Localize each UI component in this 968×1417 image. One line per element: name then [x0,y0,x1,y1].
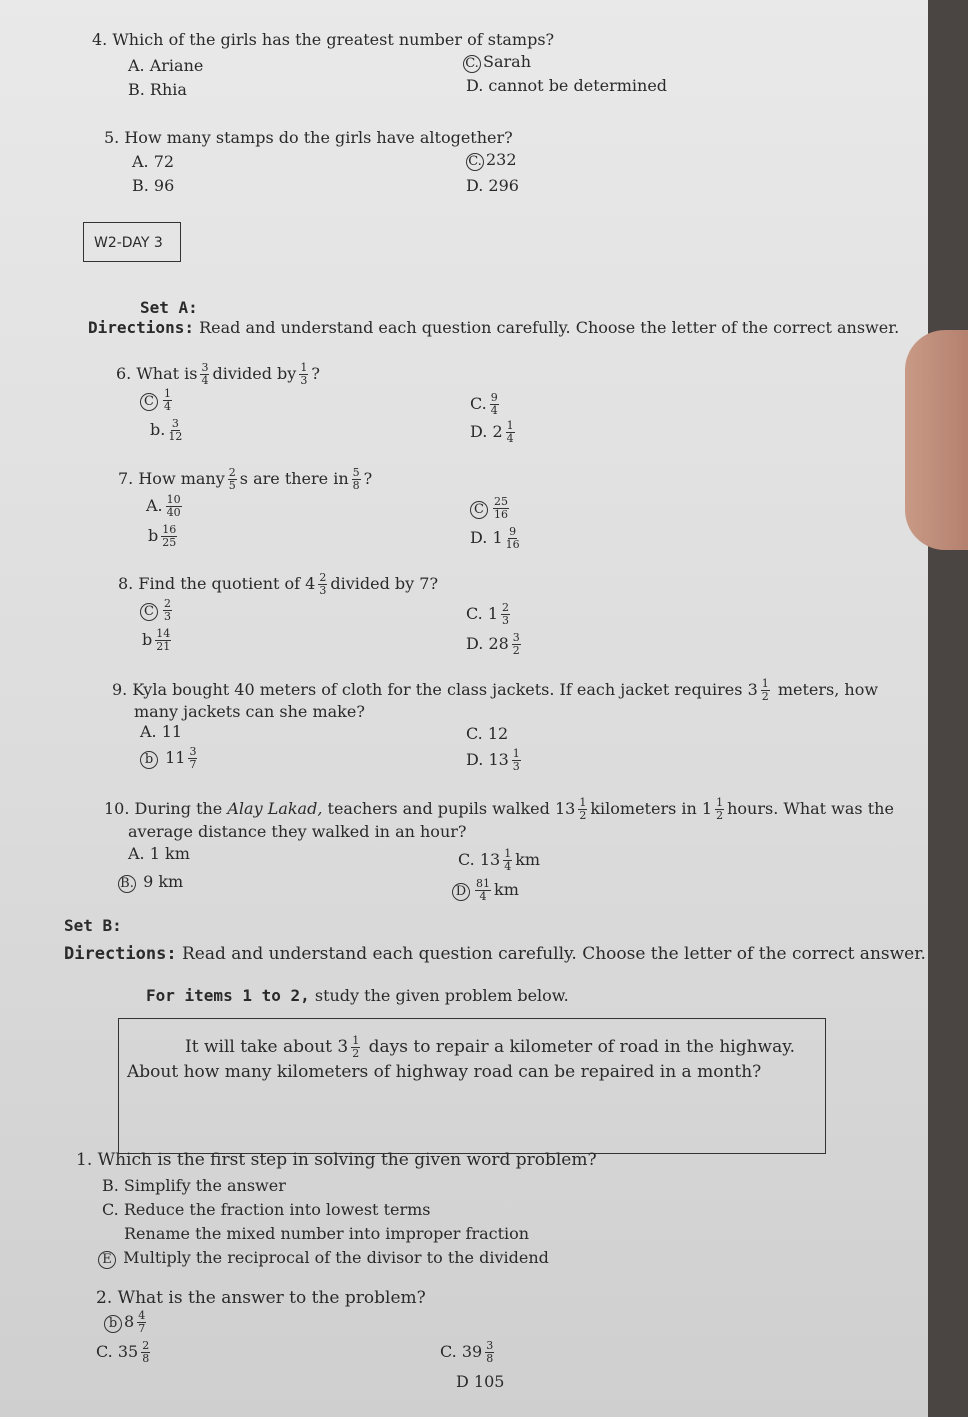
thumb [905,330,968,550]
q5-option-a: A. 72 [132,152,175,171]
q7-option-b: b $\frac{16}{25}$ [148,523,177,549]
q8-option-d: D. 28 $\frac{3}{2}$ [466,631,520,657]
q8-option-a: C $\frac{2}{3}$ [140,598,175,623]
q9-stem-line2: many jackets can she make? [134,702,365,721]
q5-option-b: B. 96 [132,176,175,195]
b1-option-rename: Rename the mixed number into improper fraction [124,1224,530,1243]
q8-stem: 8. Find the quotient of 4 $\frac{2}{3}$ divided by 7? [118,571,439,597]
q7-stem: 7. How many $\frac{2}{5}$ s are there in $\frac{5}{8}$ ? [118,466,373,492]
q7-option-a: A. $\frac{10}{40}$ [146,493,181,519]
q9-option-c: C. 12 [466,724,509,743]
set-b-directions: Directions: Read and understand each question carefully. Choose the letter of the correct answer. [64,944,926,964]
q10-stem: 10. During the Alay Lakad, teachers and pupils walked 13 $\frac{1}{2}$ kilometers in 1 $\frac{1}{2}$ hours. What was the [104,796,894,822]
b2-option-c-left: C. 35 $\frac{2}{8}$ [96,1339,150,1365]
q5-stem: 5. How many stamps do the girls have altogether? [104,128,513,147]
word-problem-text: It will take about 3 $\frac{1}{2}$ days to repair a kilometer of road in the highway. About how many kilometers of highway road can be repaired in a month? [127,1034,795,1082]
q5-option-c: C. 232 [466,150,517,171]
b2-option-c-right: C. 39 $\frac{3}{8}$ [440,1339,494,1365]
q7-option-d: D. 1 $\frac{9}{16}$ [470,525,520,551]
q6-option-d: D. 2 $\frac{1}{4}$ [470,419,514,445]
q4-option-a: A. Ariane [128,56,204,75]
q10-option-d: D $\frac{81}{4}$ km [452,878,519,903]
q4-option-d: D. cannot be determined [466,76,668,95]
b1-stem: 1. Which is the first step in solving the given word problem? [76,1150,597,1170]
b2-option-b: b 8 $\frac{4}{7}$ [104,1310,149,1335]
b1-option-b: B. Simplify the answer [102,1176,286,1195]
q9-option-b: b 11 $\frac{3}{7}$ [140,746,200,771]
b2-option-d: D 105 [456,1372,505,1391]
q9-stem: 9. Kyla bought 40 meters of cloth for the class jackets. If each jacket requires 3 $\frac{1}{2}$ meters, how [112,677,879,703]
q4-option-b: B. Rhia [128,80,187,99]
set-b-title: Set B: [64,916,122,935]
b1-option-c: C. Reduce the fraction into lowest terms [102,1200,431,1219]
q9-option-a: A. 11 [140,722,183,741]
background-shadow [928,0,968,1417]
set-b-items-note: For items 1 to 2, study the given problem below. [146,986,569,1005]
q10-stem-line2: average distance they walked in an hour? [128,822,467,841]
q6-option-a: C $\frac{1}{4}$ [140,388,175,413]
b1-option-e: E Multiply the reciprocal of the divisor to the dividend [98,1248,549,1269]
q6-option-c: C. $\frac{9}{4}$ [470,391,498,417]
set-a-directions: Directions: Read and understand each question carefully. Choose the letter of the correct answer. [88,318,900,337]
q6-option-b: b. $\frac{3}{12}$ [150,417,183,443]
q10-option-b: B. 9 km [118,872,183,893]
set-a-title: Set A: [140,298,198,317]
q8-option-b: b $\frac{14}{21}$ [142,627,171,653]
q4-option-c: C. Sarah [463,52,531,73]
q6-stem: 6. What is $\frac{3}{4}$ divided by $\frac{1}{3}$ ? [116,361,320,387]
q10-option-c: C. 13 $\frac{1}{4}$ km [458,847,541,873]
word-problem-box [118,1018,826,1154]
q4-stem: 4. Which of the girls has the greatest number of stamps? [92,30,555,49]
q5-option-d: D. 296 [466,176,519,195]
q7-option-c: C $\frac{25}{16}$ [470,496,512,521]
q9-option-d: D. 13 $\frac{1}{3}$ [466,747,520,773]
day-label-box: W2-DAY 3 [83,222,181,262]
q10-option-a: A. 1 km [128,844,190,863]
b2-stem: 2. What is the answer to the problem? [96,1288,426,1308]
q8-option-c: C. 1 $\frac{2}{3}$ [466,601,510,627]
